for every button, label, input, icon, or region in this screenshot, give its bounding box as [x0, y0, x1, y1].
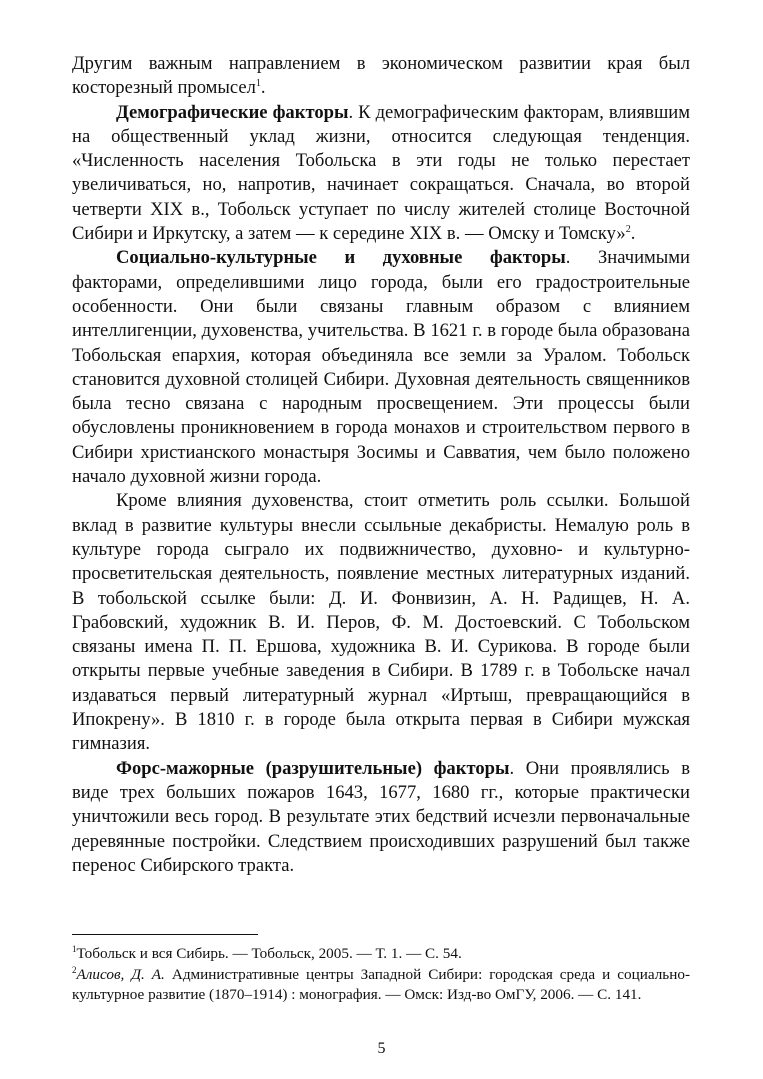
footnote-1: $^1$Тобольск и вся Сибирь. — Тобольск, 2005. — Т. 1. — С. 54.: [72, 943, 462, 962]
paragraph-intro: Другим важным направлением в экономическом развитии края был косторезный промысел$^1$.: [72, 53, 690, 99]
footnote-ref-1: 1: [255, 78, 261, 90]
footnote-divider: [72, 934, 258, 935]
footnote-2-author: Алисов, Д. А.: [76, 965, 165, 983]
body-text: [72, 52, 690, 878]
footnote-ref-2: 2: [625, 223, 631, 235]
footnote-2: $^2$Алисов, Д. А. Административные центры Западной Сибири: городская среда и социально-культурное развитие (1870–1914) : монография. — Омск: Изд-во ОмГУ, 2006. — С. 141.: [72, 964, 690, 1003]
paragraph-demographic: Демографические факторы. К демографическим факторам, влиявшим на общественный уклад жизни, относится следующая тенденция. «Численность населения Тобольска в эти годы не только перестает увеличиваться, но, напротив, начинает сокращаться. Сначала, во второй четверти XIX в., Тобольск уступает по числу жителей столице Восточной Сибири и Иркутску, а затем — к середине XIX в. — Омску и Томску»$^2$.: [72, 101, 690, 245]
paragraph-exile: Кроме влияния духовенства, стоит отметить роль ссылки. Большой вклад в развитие культуры внесли ссыльные декабристы. Немалую роль в культуре города сыграло их подвижничество, духовно- и культурно-просветительская деятельность, появление местных литературных изданий. В тобольской ссылке были: Д. И. Фонвизин, А. Н. Радищев, Н. А. Грабовский, художник В. И. Перов, Ф. М. Достоевский. С Тобольском связаны имена П. П. Ершова, художника В. И. Сурикова. В городе были открыты первые учебные заведения в Сибири. В 1789 г. в Тобольске начал издаваться первый литературный журнал «Иртыш, превращающийся в Ипокрену». В 1810 г. в городе была открыта первая в Сибири мужская гимназия.: [72, 490, 690, 755]
footnotes: [72, 944, 690, 1006]
section-heading-demographic: Демографические факторы: [116, 101, 349, 123]
paragraph-force-majeure: Форс-мажорные (разрушительные) факторы. Они проявлялись в виде трех больших пожаров 1643, 1677, 1680 гг., которые практически уничтожили весь город. В результате этих бедствий исчезли первоначальные деревянные постройки. Следствием происходивших разрушений был также перенос Сибирского тракта.: [72, 757, 690, 876]
page-number: 5: [377, 1040, 386, 1057]
section-heading-sociocultural: Социально-культурные и духовные факторы: [116, 247, 566, 269]
section-heading-force-majeure: Форс-мажорные (разрушительные) факторы: [116, 757, 510, 779]
paragraph-sociocultural: Социально-культурные и духовные факторы. Значимыми факторами, определившими лицо города, были его градостроительные особенности. Они были связаны главным образом с влиянием интеллигенции, духовенства, учительства. В 1621 г. в городе была образована Тобольская епархия, которая объединяла все земли за Уралом. Тобольск становится духовной столицей Сибири. Духовная деятельность священников была тесно связана с народным просвещением. Эти процессы были обусловлены проникновением в города монахов и строительством первого в Сибири христианского монастыря Зосимы и Савватия, чем было положено начало духовной жизни города.: [72, 247, 691, 488]
